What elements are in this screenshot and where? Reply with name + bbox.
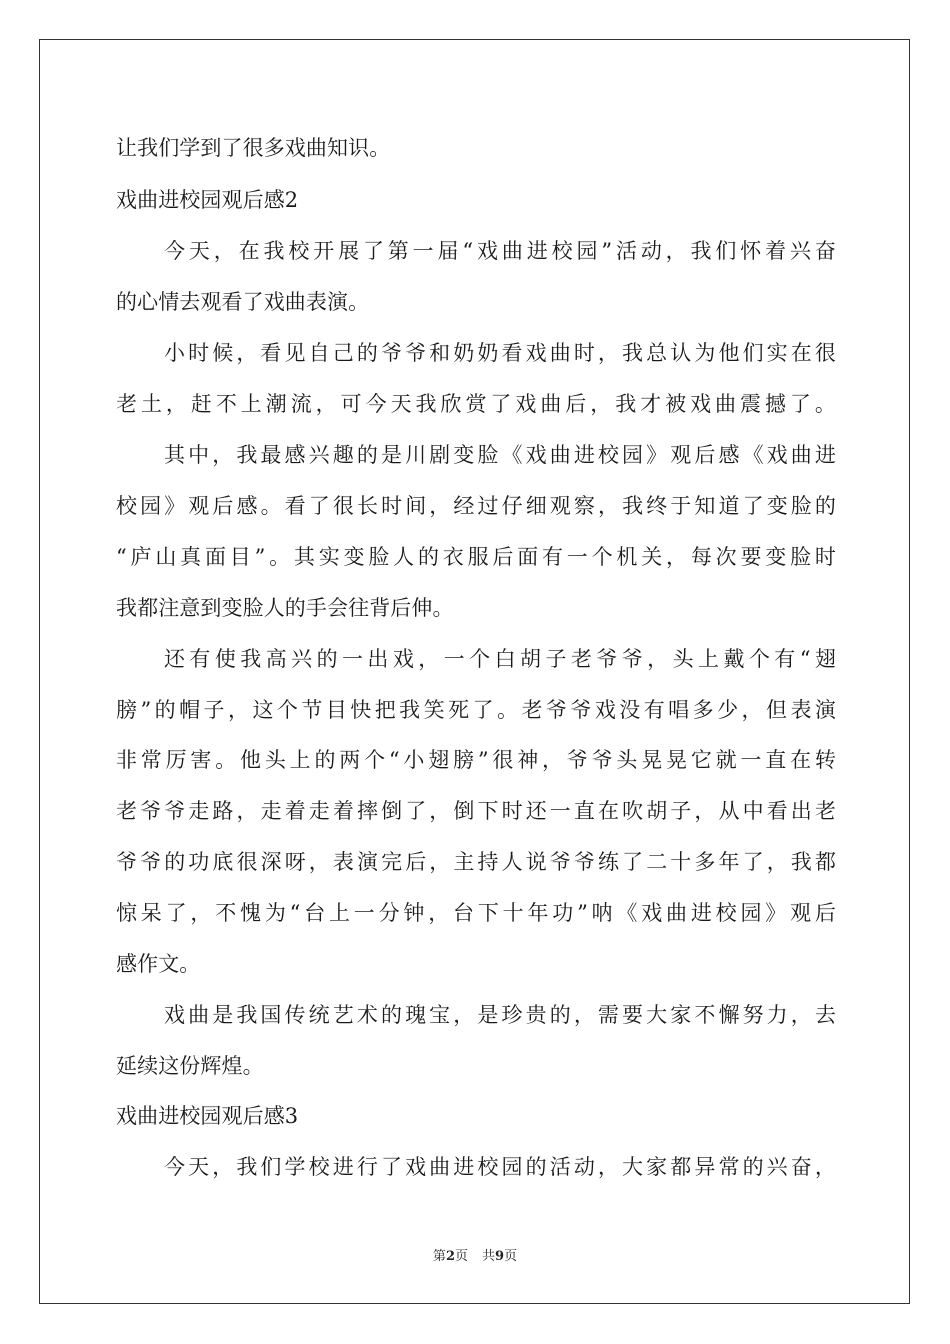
paragraph-line: 还有使我高兴的一出戏，一个白胡子老爷爷，头上戴个有“翅 [164,647,836,671]
paragraph-line: 老爷爷走路，走着走着摔倒了，倒下时还一直在吹胡子，从中看出老 [116,799,836,823]
page-total-number: 9 [495,1249,505,1264]
total-prefix: 共 [482,1249,496,1264]
paragraph-line: 膀”的帽子，这个节目快把我笑死了。老爷爷戏没有唱多少，但表演 [116,698,836,722]
section-heading: 戏曲进校园观后感3 [116,1104,299,1128]
paragraph-line: 小时候，看见自己的爷爷和奶奶看戏曲时，我总认为他们实在很 [164,341,836,365]
section-heading: 戏曲进校园观后感2 [116,188,299,212]
paragraph-line: 延续这份辉煌。 [116,1054,264,1078]
paragraph-line: 其中，我最感兴趣的是川剧变脸《戏曲进校园》观后感《戏曲进 [164,443,836,467]
page-unit: 页 [454,1249,468,1264]
paragraph-line: 戏曲是我国传统艺术的瑰宝，是珍贵的，需要大家不懈努力，去 [164,1003,836,1027]
paragraph-line: 校园》观后感。看了很长时间，经过仔细观察，我终于知道了变脸的 [116,494,836,518]
paragraph-line: 爷爷的功底很深呀，表演完后，主持人说爷爷练了二十多年了，我都 [116,850,836,874]
paragraph-line: 老土，赶不上潮流，可今天我欣赏了戏曲后，我才被戏曲震撼了。 [116,392,836,416]
page-prefix: 第 [432,1249,446,1264]
total-unit: 页 [504,1249,518,1264]
paragraph-line: 感作文。 [116,952,201,976]
paragraph-line: 的心情去观看了戏曲表演。 [116,290,370,314]
page-current-number: 2 [445,1249,455,1264]
page-footer [0,1248,950,1266]
paragraph-line: 惊呆了，不愧为“台上一分钟，台下十年功”呐《戏曲进校园》观后 [116,901,836,925]
paragraph-line: 让我们学到了很多戏曲知识。 [116,136,391,160]
paragraph-line: “庐山真面目”。其实变脸人的衣服后面有一个机关，每次要变脸时 [116,545,836,569]
paragraph-line: 我都注意到变脸人的手会往背后伸。 [116,596,454,620]
paragraph-line: 非常厉害。他头上的两个“小翅膀”很神，爷爷头晃晃它就一直在转 [116,748,836,772]
paragraph-line: 今天，我们学校进行了戏曲进校园的活动，大家都异常的兴奋， [164,1155,836,1179]
paragraph-line: 今天，在我校开展了第一届“戏曲进校园”活动，我们怀着兴奋 [164,239,836,263]
